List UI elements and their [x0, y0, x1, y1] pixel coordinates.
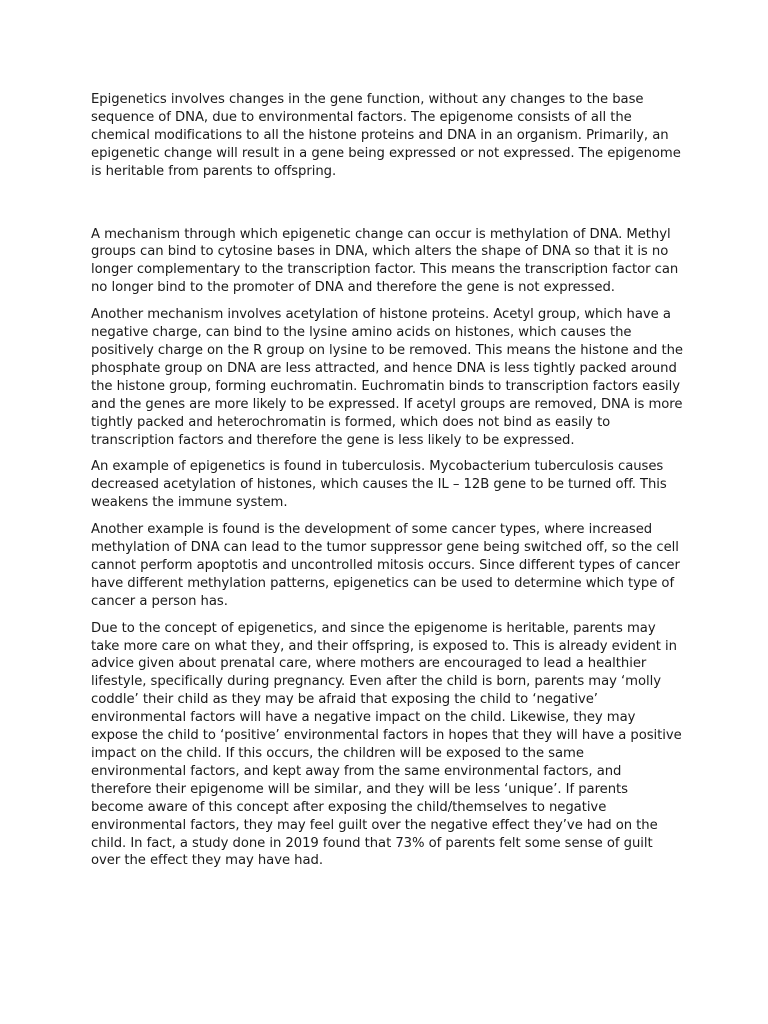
paragraph-intro: Epigenetics involves changes in the gene function, without any changes to the base sequence of DNA, due to environmental factors. The epigenome consists of all the chemical modifications to all the histone proteins and DNA in an organism. Primarily, an epigenetic change will result in a gene being expressed or not expressed. The epigenome is heritable from parents to offspring.: [91, 92, 681, 179]
paragraph-cancer: Another example is found is the development of some cancer types, where increased methylation of DNA can lead to the tumor suppressor gene being switched off, so the cell cannot perform apoptotis and uncontrolled mitosis occurs. Since different types of cancer have different methylation patterns, epigenetics can be used to determine which type of cancer a person has.: [91, 522, 680, 609]
paragraph-tuberculosis: An example of epigenetics is found in tuberculosis. Mycobacterium tuberculosis causes decreased acetylation of histones, which causes the IL – 12B gene to be turned off. This weakens the immune system.: [91, 459, 667, 511]
document-page: [91, 91, 683, 879]
paragraph-parents: Due to the concept of epigenetics, and since the epigenome is heritable, parents may take more care on what they, and their offspring, is exposed to. This is already evident in advice given about prenatal care, where mothers are encouraged to lead a healthier lifestyle, specifically during pregnancy. Even after the child is born, parents may ‘molly coddle’ their child as they may be afraid that exposing the child to ‘negative’ environmental factors will have a negative impact on the child. Likewise, they may expose the child to ‘positive’ environmental factors in hopes that they will have a positive impact on the child. If this occurs, the children will be exposed to the same environmental factors, and kept away from the same environmental factors, and therefore their epigenome will be similar, and they will be less ‘unique’. If parents become aware of this concept after exposing the child/themselves to negative environmental factors, they may feel guilt over the negative effect they’ve had on the child. In fact, a study done in 2019 found that 73% of parents felt some sense of guilt over the effect they may have had.: [91, 620, 682, 869]
paragraph-acetylation: Another mechanism involves acetylation of histone proteins. Acetyl group, which have a negative charge, can bind to the lysine amino acids on histones, which causes the positively charge on the R group on lysine to be removed. This means the histone and the phosphate group on DNA are less attracted, and hence DNA is less tightly packed around the histone group, forming euchromatin. Euchromatin binds to transcription factors easily and the genes are more likely to be expressed. If acetyl groups are removed, DNA is more tightly packed and heterochromatin is formed, which does not bind as easily to transcription factors and therefore the gene is less likely to be expressed.: [91, 307, 683, 448]
paragraph-methylation: A mechanism through which epigenetic change can occur is methylation of DNA. Methyl groups can bind to cytosine bases in DNA, which alters the shape of DNA so that it is no longer complementary to the transcription factor. This means the transcription factor can no longer bind to the promoter of DNA and therefore the gene is not expressed.: [91, 226, 679, 296]
